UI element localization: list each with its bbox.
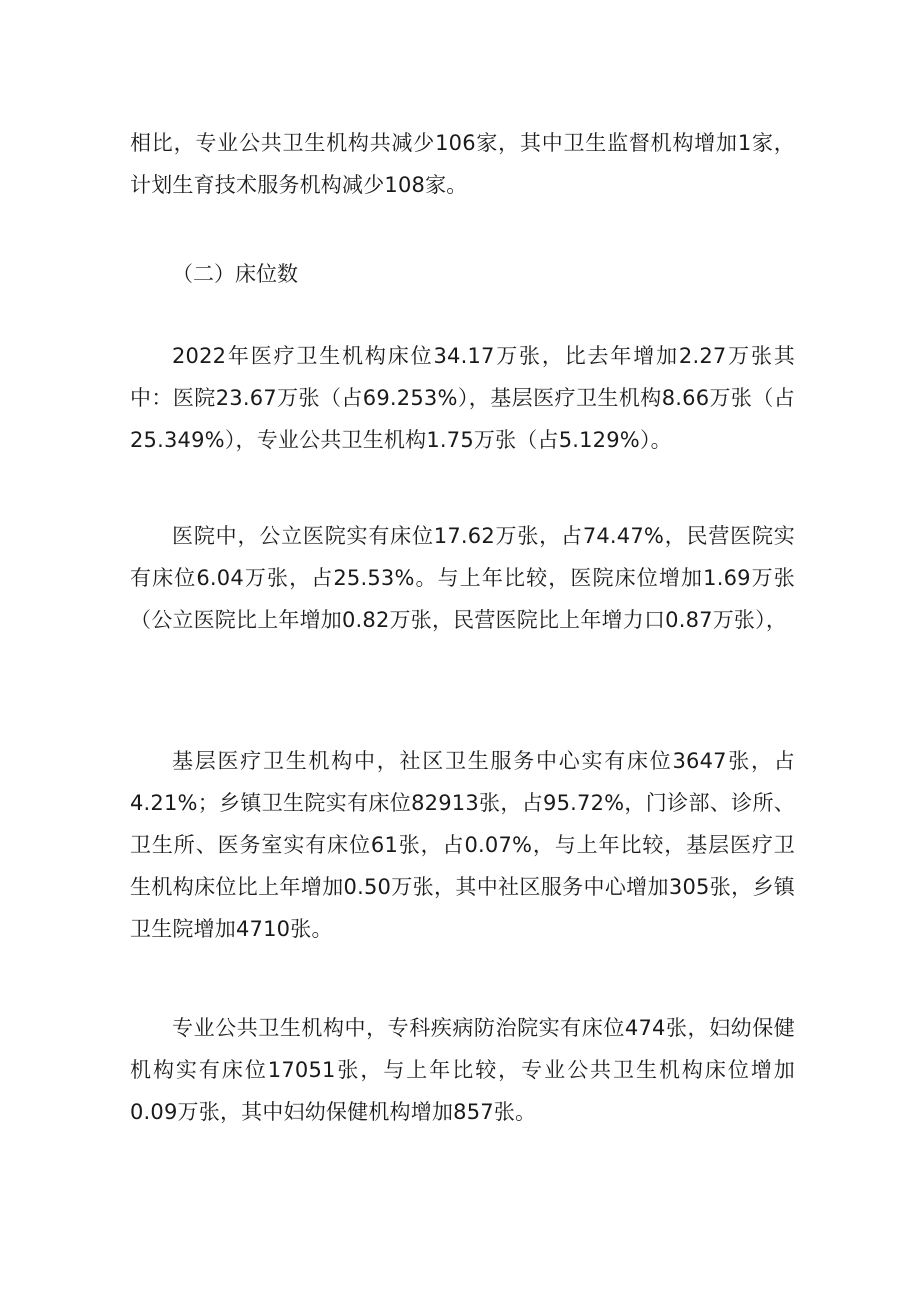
paragraph-public-health-beds: 专业公共卫生机构中，专科疾病防治院实有床位474张，妇幼保健机构实有床位17051张，与上年比较，专业公共卫生机构床位增加0.09万张，其中妇幼保健机构增加857张。 xyxy=(130,1016,795,1124)
paragraph-continuation: 相比，专业公共卫生机构共减少106家，其中卫生监督机构增加1家，计划生育技术服务机构减少108家。 xyxy=(130,131,795,197)
paragraph-hospital-beds: 医院中，公立医院实有床位17.62万张，占74.47%，民营医院实有床位6.04万张，占25.53%。与上年比较，医院床位增加1.69万张（公立医院比上年增加0.82万张，民营医院比上年增力口0.87万张）， xyxy=(130,524,795,632)
paragraph-total-beds: 2022年医疗卫生机构床位34.17万张，比去年增加2.27万张其中：医院23.67万张（占69.253%），基层医疗卫生机构8.66万张（占25.349%），专业公共卫生机构1.75万张（占5.129%）。 xyxy=(130,344,795,452)
section-heading-bed-count: （二）床位数 xyxy=(172,262,298,286)
paragraph-primary-care-beds: 基层医疗卫生机构中，社区卫生服务中心实有床位3647张，占4.21%；乡镇卫生院实有床位82913张，占95.72%，门诊部、诊所、卫生所、医务室实有床位61张，占0.07%，与上年比较，基层医疗卫生机构床位比上年增加0.50万张，其中社区服务中心增加305张，乡镇卫生院增加4710张。 xyxy=(130,749,795,941)
